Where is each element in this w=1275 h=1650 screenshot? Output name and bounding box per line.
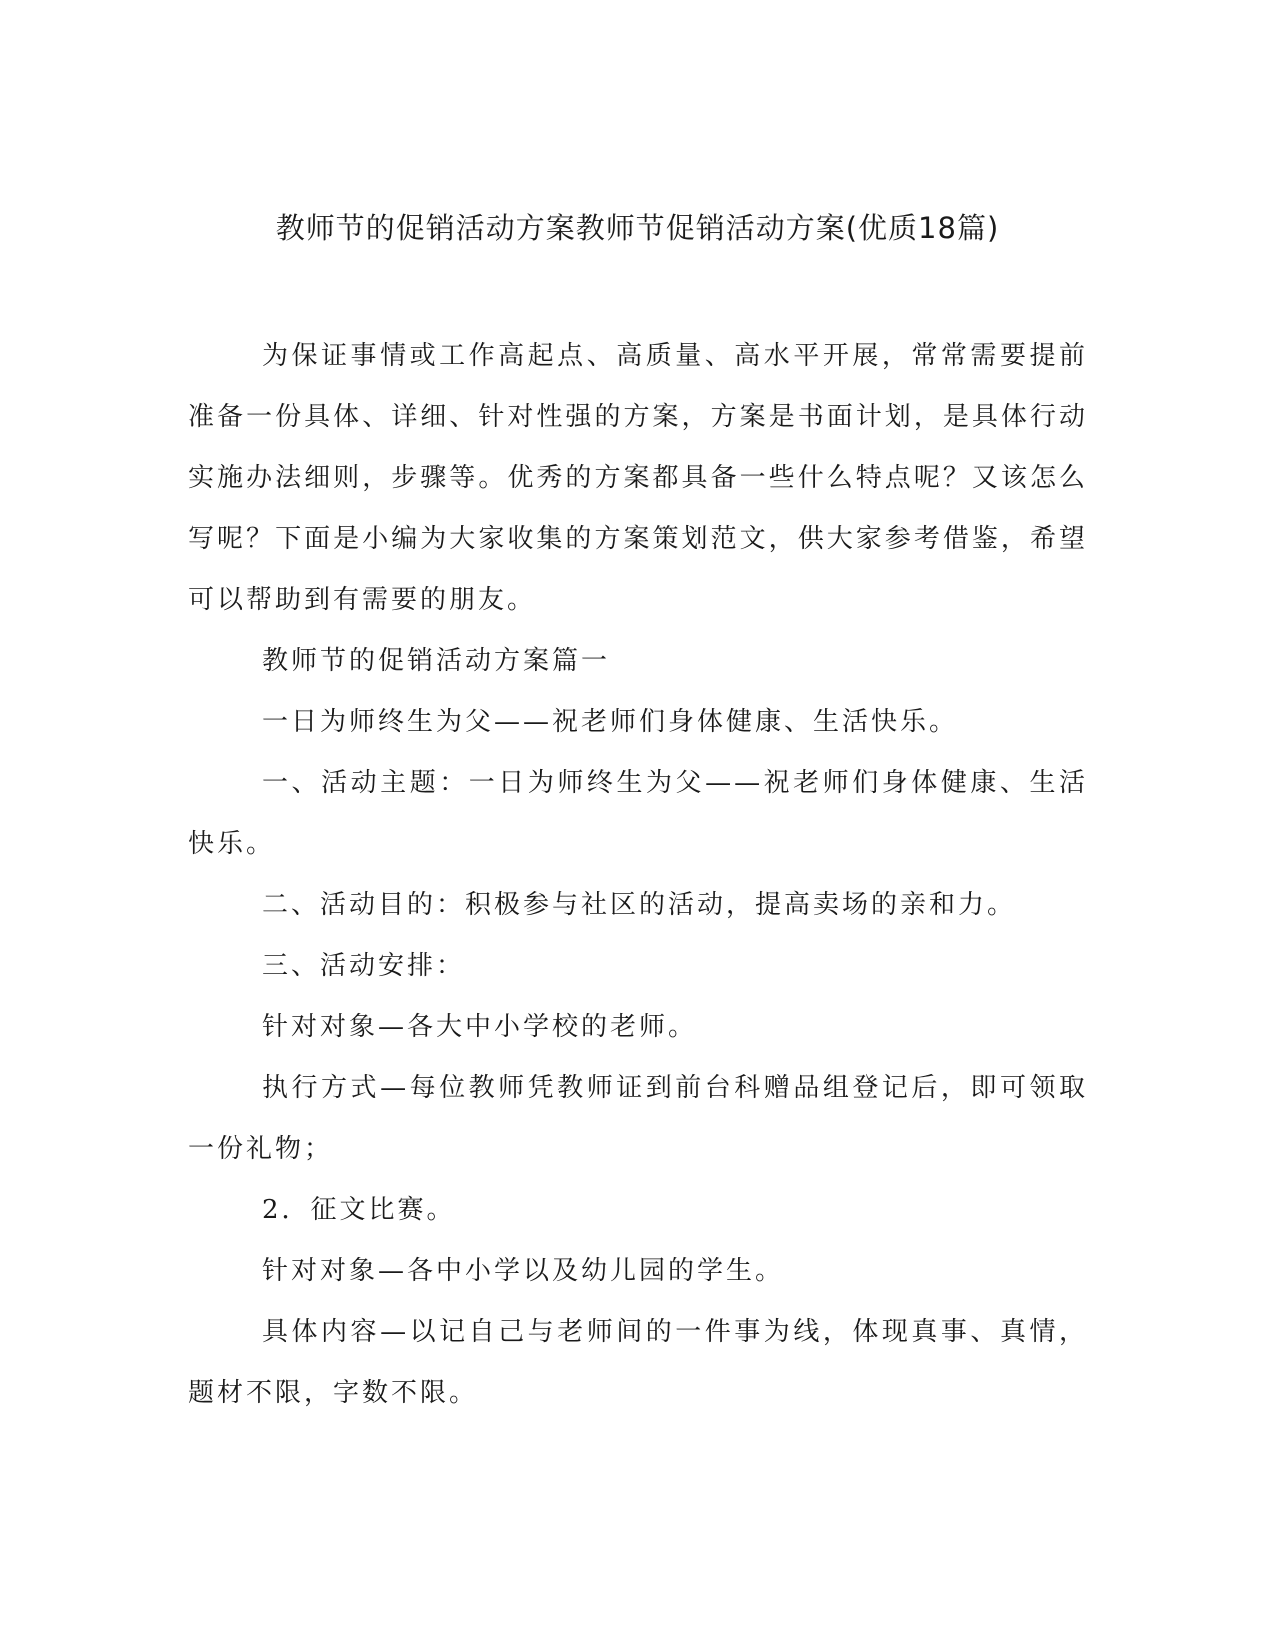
document-title: 教师节的促销活动方案教师节促销活动方案(优质18篇)	[275, 211, 1000, 245]
paragraph-essay-contest: 2．征文比赛。	[262, 1195, 456, 1225]
paragraph-intro: 为保证事情或工作高起点、高质量、高水平开展，常常需要提前准备一份具体、详细、针对性强的方案，方案是书面计划，是具体行动实施办法细则，步骤等。优秀的方案都具备一些什么特点呢？又该怎么写呢？下面是小编为大家收集的方案策划范文，供大家参考借鉴，希望可以帮助到有需要的朋友。	[188, 341, 1088, 615]
paragraph-slogan: 一日为师终生为父——祝老师们身体健康、生活快乐。	[262, 707, 959, 737]
paragraph-activity-arrangement: 三、活动安排：	[262, 951, 466, 981]
paragraph-activity-purpose: 二、活动目的：积极参与社区的活动，提高卖场的亲和力。	[262, 890, 1017, 920]
paragraph-activity-theme: 一、活动主题：一日为师终生为父——祝老师们身体健康、生活快乐。	[188, 768, 1088, 859]
paragraph-target-students: 针对对象—各中小学以及幼儿园的学生。	[262, 1256, 785, 1286]
paragraph-section-heading: 教师节的促销活动方案篇一	[262, 646, 611, 676]
paragraph-execution-method: 执行方式—每位教师凭教师证到前台科赠品组登记后，即可领取一份礼物；	[188, 1073, 1088, 1164]
paragraph-specific-content: 具体内容—以记自己与老师间的一件事为线，体现真事、真情，题材不限，字数不限。	[188, 1317, 1088, 1408]
paragraph-target-teachers: 针对对象—各大中小学校的老师。	[262, 1012, 698, 1042]
document-body	[188, 326, 1088, 1424]
